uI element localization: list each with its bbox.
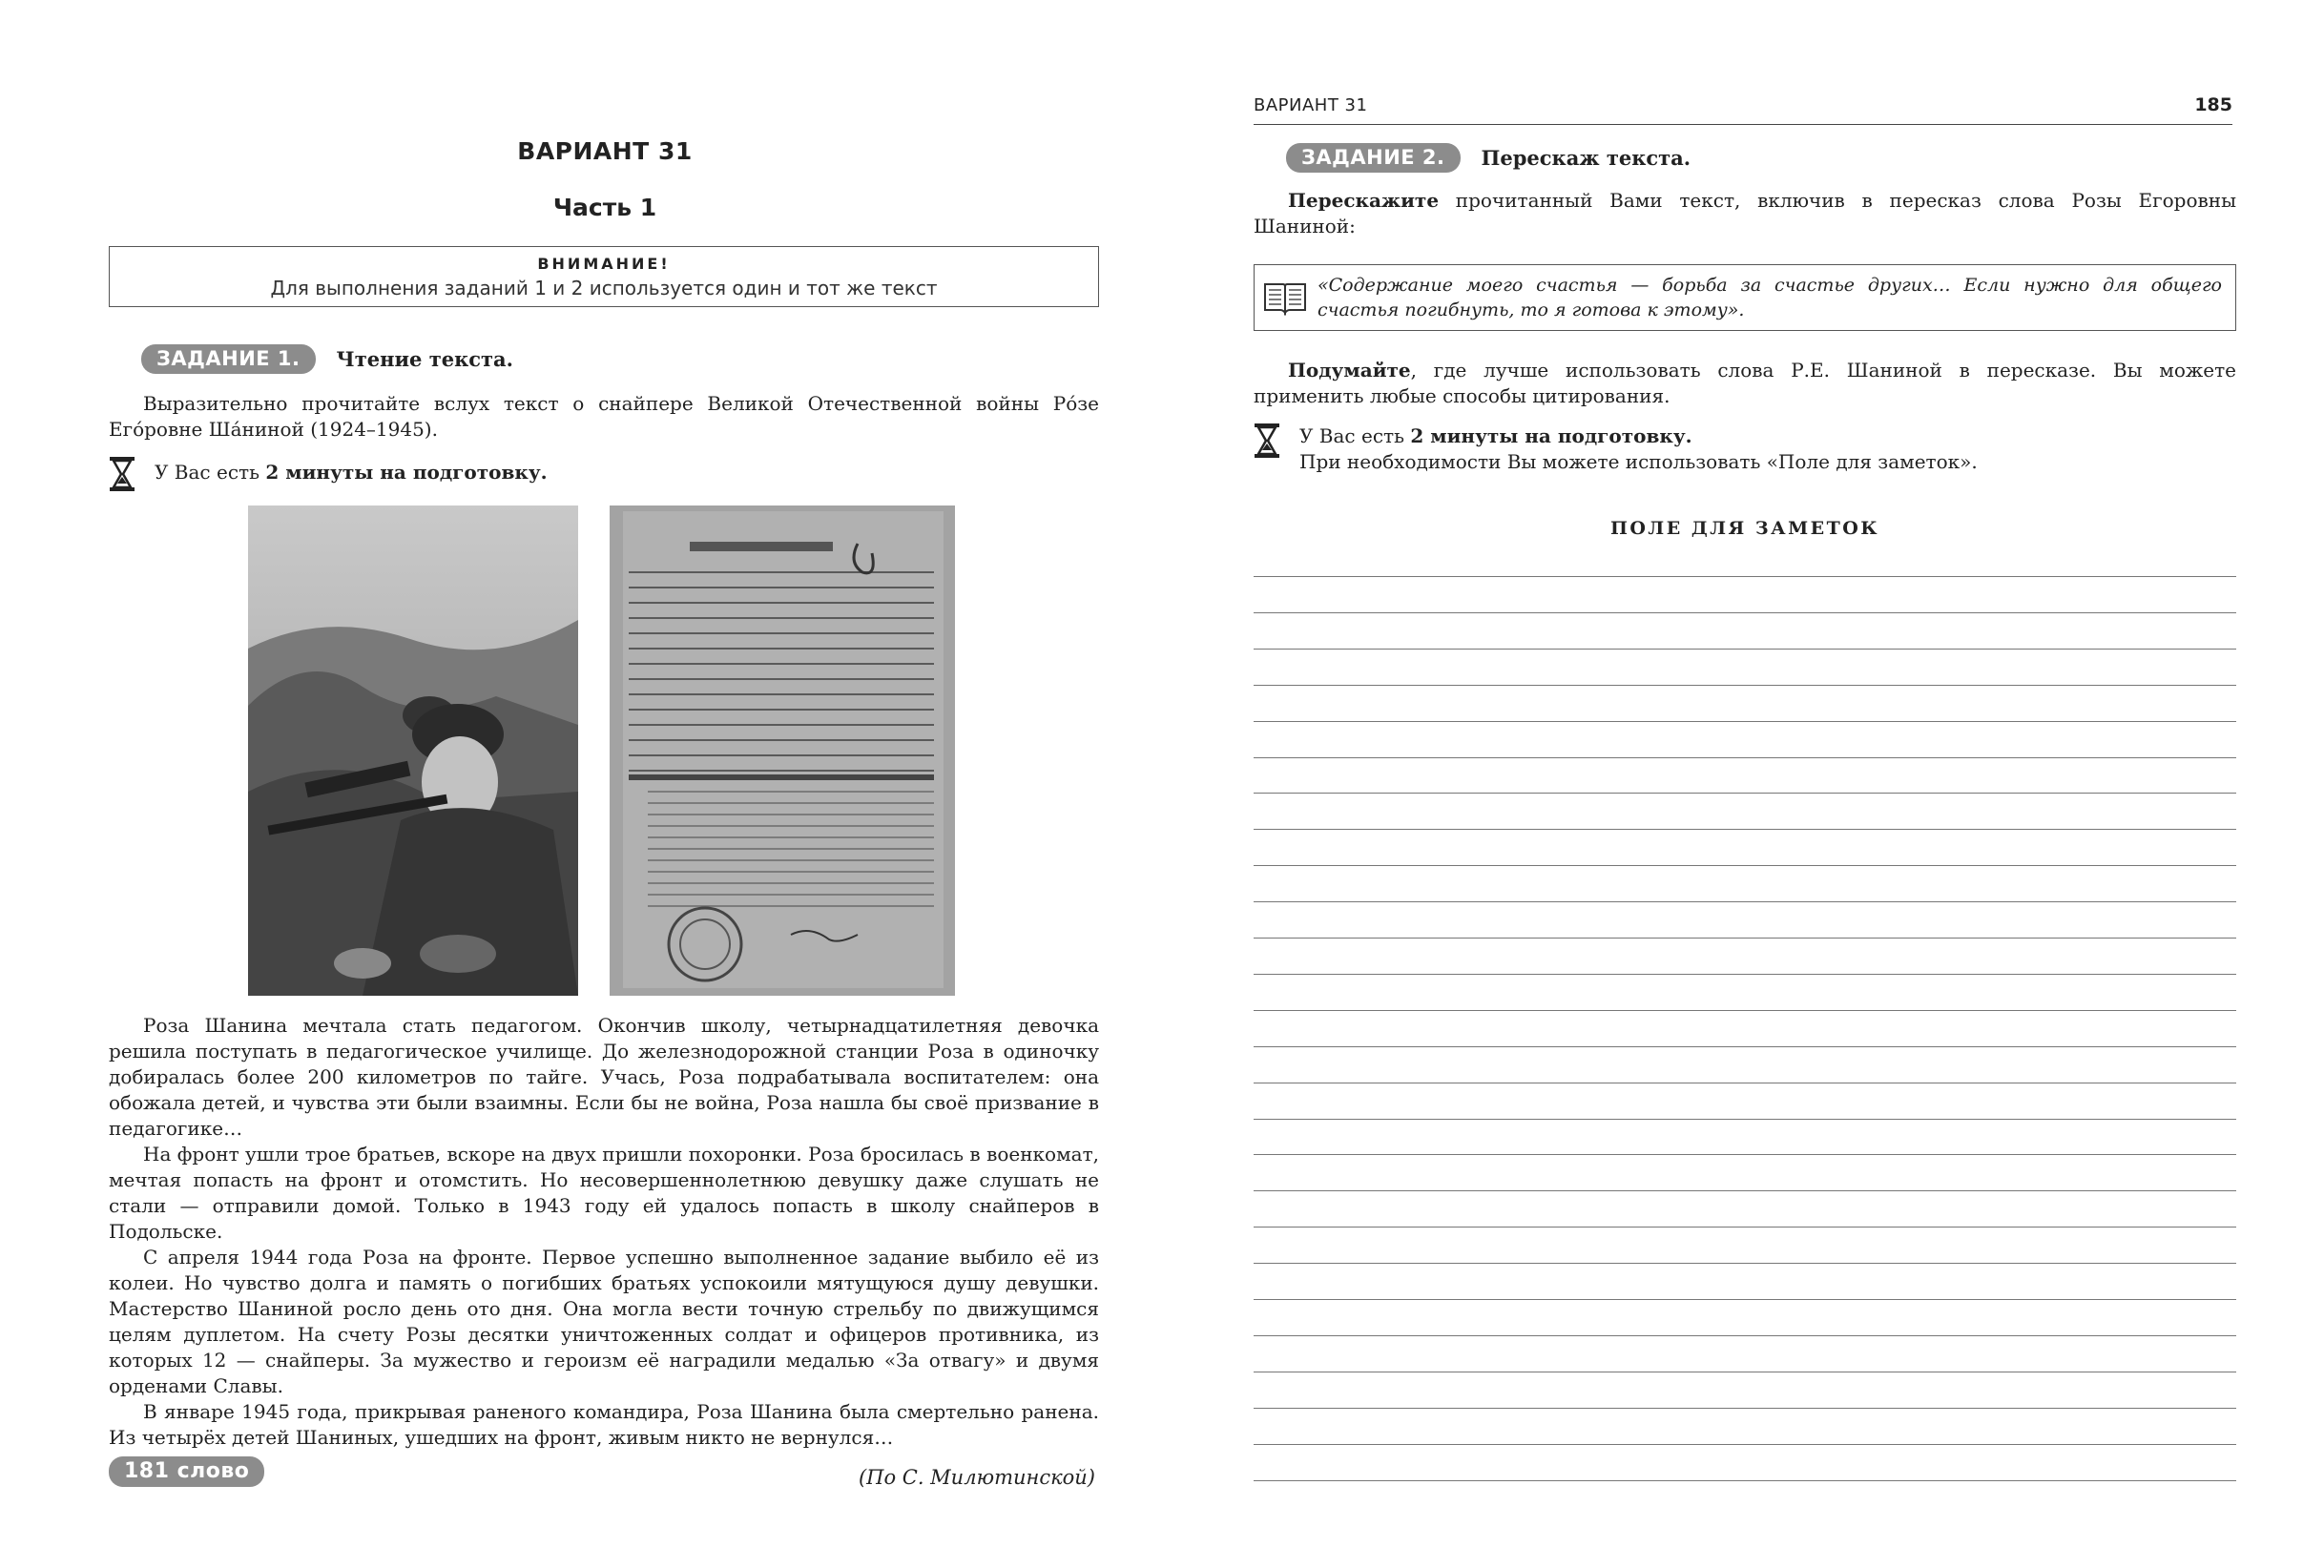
task2-prep-bold: 2 минуты на подготовку. (1410, 424, 1692, 447)
running-header: ВАРИАНТ 31 (1254, 95, 1368, 115)
attention-box (109, 246, 1099, 307)
variant-title: ВАРИАНТ 31 (517, 137, 693, 165)
task1-badge: ЗАДАНИЕ 1. (141, 344, 316, 374)
right-page (1162, 0, 2324, 1568)
task1-prep-prefix: У Вас есть (155, 461, 266, 484)
hourglass-icon (1254, 423, 1280, 459)
notes-line (1254, 938, 2236, 939)
story-text (109, 1013, 1099, 1451)
story-paragraph: С апреля 1944 года Роза на фронте. Первое успешно выполненное задание выбило её из колеи. Но чувство долга и память о погибших братьях успокоили мятущуюся душу девушки. Мастерство Шаниной росло день ото дня. Она могла вести точную стрельбу по движущимся целям дуплетом. На счету Розы десятки уничтоженных солдат и офицеров противника, из которых 12 — снайперы. За мужество и героизм её наградили медалью «За отвагу» и двумя орденами Славы. (109, 1246, 1099, 1397)
story-paragraph: В январе 1945 года, прикрывая раненого командира, Роза Шанина была смертельно ранена. Из четырёх детей Шаниных, ушедших на фронт, живым никто не вернулся… (109, 1400, 1099, 1449)
task2-badge: ЗАДАНИЕ 2. (1286, 143, 1461, 173)
quote-text: «Содержание моего счастья — борьба за счастье других… Если нужно для общего счастья погибнуть, то я готова к этому». (1318, 275, 2222, 320)
attention-text: Для выполнения заданий 1 и 2 используется один и тот же текст (270, 277, 938, 299)
notes-line (1254, 649, 2236, 650)
notes-line (1254, 901, 2236, 902)
award-sheet-photo (610, 505, 955, 996)
notes-line (1254, 1227, 2236, 1228)
task1-title: Чтение текста. (336, 347, 513, 371)
header-divider (1254, 124, 2232, 125)
story-paragraph: На фронт ушли трое братьев, вскоре на двух пришли похоронки. Роза бросилась в военкомат, мечтая попасть на фронт и отомстить. Но несовершеннолетнюю девушку даже слушать не стали — отправили домой. Только в 1943 году ей удалось попасть в школу снайперов в Подольске. (109, 1143, 1099, 1243)
notes-line (1254, 1154, 2236, 1155)
task2-header (1286, 143, 1691, 173)
notes-title: ПОЛЕ ДЛЯ ЗАМЕТОК (1609, 518, 1880, 539)
task2-prep-time (1254, 423, 1978, 475)
task2-instr-bold: Перескажите (1288, 189, 1440, 212)
word-count: 181 слово (109, 1456, 264, 1487)
hourglass-icon (109, 456, 135, 492)
notes-line (1254, 974, 2236, 975)
word-count-badge (109, 1456, 264, 1487)
notes-line (1254, 685, 2236, 686)
task1-prep-bold: 2 минуты на подготовку. (265, 461, 548, 484)
notes-line (1254, 1190, 2236, 1191)
notes-line (1254, 1299, 2236, 1300)
quote-box (1254, 264, 2236, 331)
notes-line (1254, 865, 2236, 866)
part-title: Часть 1 (552, 194, 657, 221)
notes-line (1254, 757, 2236, 758)
notes-line (1254, 793, 2236, 794)
attention-heading: ВНИМАНИЕ! (537, 255, 671, 273)
notes-line (1254, 1408, 2236, 1409)
book-icon (1262, 279, 1308, 317)
task2-instruction (1254, 188, 2236, 239)
task1-prep-time (109, 456, 548, 492)
task2-instr-rest: прочитанный Вами текст, включив в пересказ слова Розы Егоровны Шаниной: (1254, 189, 2236, 237)
notes-line (1254, 1335, 2236, 1336)
notes-line (1254, 1444, 2236, 1445)
notes-line (1254, 1010, 2236, 1011)
notes-line (1254, 1046, 2236, 1047)
page-number: 185 (2194, 94, 2232, 115)
task1-instruction-text: Выразительно прочитайте вслух текст о снайпере Великой Отечественной войны Ро́зе Его́ровне Ша́ниной (1924–1945). (109, 392, 1099, 441)
story-paragraph: Роза Шанина мечтала стать педагогом. Окончив школу, четырнадцатилетняя девочка решила поступать в педагогическое училище. До железнодорожной станции Роза в одиночку добиралась более 200 километров по тайге. Учась, Роза подрабатывала воспитателем: она обожала детей, и чувства эти были взаимны. Если бы не война, Роза нашла бы своё призвание в педагогике… (109, 1014, 1099, 1140)
text-source: (По С. Милютинской) (858, 1466, 1095, 1489)
notes-line (1254, 1263, 2236, 1264)
notes-line (1254, 829, 2236, 830)
task2-think (1254, 358, 2236, 409)
notes-line (1254, 612, 2236, 613)
task1-instruction (109, 391, 1099, 443)
notes-line (1254, 576, 2236, 577)
notes-line (1254, 1119, 2236, 1120)
task2-prep-line2: При необходимости Вы можете использовать «Поле для заметок». (1299, 450, 1978, 473)
task2-title: Перескаж текста. (1481, 146, 1691, 170)
notes-line (1254, 1480, 2236, 1481)
task1-header (141, 344, 513, 374)
task2-think-rest: , где лучше использовать слова Р.Е. Шаниной в пересказе. Вы можете применить любые способы цитирования. (1254, 359, 2236, 407)
sniper-photo (248, 505, 578, 996)
notes-line (1254, 721, 2236, 722)
task2-prep-prefix: У Вас есть (1299, 424, 1411, 447)
task2-think-bold: Подумайте (1288, 359, 1411, 382)
